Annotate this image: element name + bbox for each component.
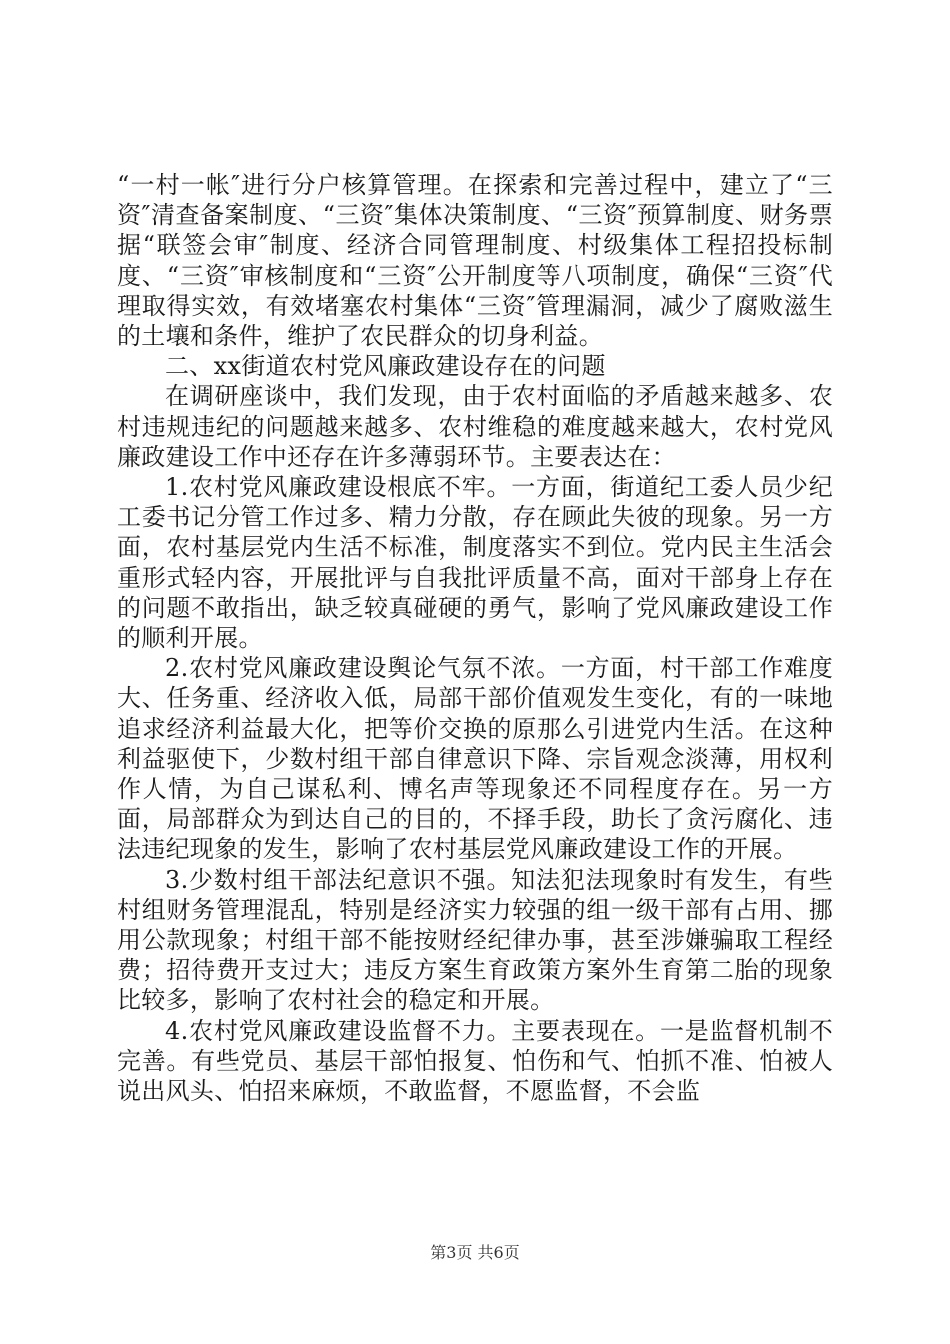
page-number-footer: 第3页 共6页: [430, 1243, 520, 1262]
document-body: [117, 170, 833, 1106]
paragraph-item-3: 3.少数村组干部法纪意识不强。知法犯法现象时有发生，有些村组财务管理混乱，特别是经济实力较强的组一级干部有占用、挪用公款现象；村组干部不能按财经纪律办事，甚至涉嫌骗取工程经费；招待费开支过大；违反方案生育政策方案外生育第二胎的现象比较多，影响了农村社会的稳定和开展。: [117, 865, 833, 1015]
paragraph-intro: 在调研座谈中，我们发现，由于农村面临的矛盾越来越多、农村违规违纪的问题越来越多、农村维稳的难度越来越大，农村党风廉政建设工作中还存在许多薄弱环节。主要表达在：: [117, 382, 833, 471]
paragraph-item-4: 4.农村党风廉政建设监督不力。主要表现在。一是监督机制不完善。有些党员、基层干部怕报复、怕伤和气、怕抓不准、怕被人说出风头、怕招来麻烦，不敢监督，不愿监督，不会监: [117, 1016, 833, 1106]
section-heading: 二、xx街道农村党风廉政建设存在的问题: [165, 352, 606, 381]
paragraph-item-2: 2.农村党风廉政建设舆论气氛不浓。一方面，村干部工作难度大、任务重、经济收入低，局部干部价值观发生变化，有的一味地追求经济利益最大化，把等价交换的原那么引进党内生活。在这种利益驱使下，少数村组干部自律意识下降、宗旨观念淡薄，用权利作人情，为自己谋私利、博名声等现象还不同程度存在。另一方面，局部群众为到达自己的目的，不择手段，助长了贪污腐化、违法违纪现象的发生，影响了农村基层党风廉政建设工作的开展。: [117, 654, 833, 864]
paragraph-item-1: 1.农村党风廉政建设根底不牢。一方面，街道纪工委人员少纪工委书记分管工作过多、精力分散，存在顾此失彼的现象。另一方面，农村基层党内生活不标准，制度落实不到位。党内民主生活会重形式轻内容，开展批评与自我批评质量不高，面对干部身上存在的问题不敢指出，缺乏较真碰硬的勇气，影响了党风廉政建设工作的顺利开展。: [117, 473, 833, 653]
paragraph-continued: “一村一帐″进行分户核算管理。在探索和完善过程中，建立了“三资″清查备案制度、“三资″集体决策制度、“三资″预算制度、财务票据“联签会审″制度、经济合同管理制度、村级集体工程招投标制度、“三资″审核制度和“三资″公开制度等八项制度，确保“三资″代理取得实效，有效堵塞农村集体“三资″管理漏洞，减少了腐败滋生的土壤和条件，维护了农民群众的切身利益。: [117, 171, 833, 351]
